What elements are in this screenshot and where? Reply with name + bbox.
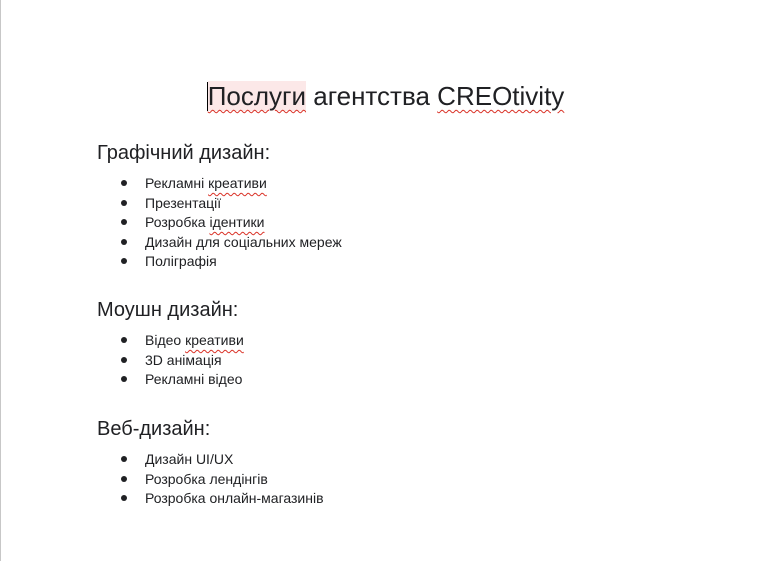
- bullet-dot-icon: [121, 495, 127, 501]
- item-text: Розробка лендінгів: [145, 470, 268, 487]
- item-flagged-word: креативи: [185, 332, 244, 348]
- bullet-dot-icon: [121, 219, 127, 225]
- section-heading: Веб-дизайн:: [97, 418, 211, 440]
- item-text: Дизайн для соціальних мереж: [145, 233, 342, 250]
- list-item: [97, 174, 342, 194]
- bullet-dot-icon: [121, 239, 127, 245]
- title-brand-word: CREOtivity: [437, 81, 565, 111]
- item-text: 3D анімація: [145, 351, 222, 368]
- bullet-dot-icon: [121, 357, 127, 363]
- bullet-dot-icon: [121, 337, 127, 343]
- list-item: [97, 489, 324, 509]
- item-text: Рекламні відео: [145, 371, 243, 387]
- section-graphic-design: [97, 140, 342, 272]
- item-text: Розробка онлайн-магазинів: [145, 490, 324, 506]
- list-item: [97, 351, 244, 371]
- section-web-design: [97, 416, 324, 509]
- bullet-dot-icon: [121, 180, 127, 186]
- list-item: [97, 213, 342, 233]
- list-item: [97, 252, 342, 272]
- list-item: [97, 370, 244, 390]
- item-text: Відео: [145, 332, 186, 348]
- bullet-dot-icon: [121, 200, 127, 206]
- title-highlighted-word: Послуги: [207, 81, 307, 111]
- list-item: [97, 331, 244, 351]
- item-text: Рекламні: [145, 175, 209, 191]
- list-item: [97, 450, 324, 470]
- document-title[interactable]: [0, 79, 771, 113]
- item-text: Розробка: [145, 214, 210, 230]
- item-text: Презентації: [145, 194, 222, 211]
- item-flagged-word: креативи: [208, 175, 267, 191]
- list-item: [97, 233, 342, 253]
- text-cursor-icon: [207, 82, 208, 111]
- bullet-list: [97, 331, 244, 390]
- bullet-dot-icon: [121, 476, 127, 482]
- title-text[interactable]: [207, 79, 565, 113]
- section-heading: Графічний дизайн:: [97, 142, 271, 164]
- item-text: Дизайн UI/UX: [145, 451, 234, 467]
- bullet-list: [97, 450, 324, 509]
- bullet-dot-icon: [121, 456, 127, 462]
- bullet-list: [97, 174, 342, 272]
- list-item: [97, 470, 324, 490]
- item-text: Поліграфія: [145, 253, 217, 269]
- bullet-dot-icon: [121, 376, 127, 382]
- item-flagged-word: ідентики: [209, 214, 265, 230]
- bullet-dot-icon: [121, 258, 127, 264]
- list-item: [97, 194, 342, 214]
- section-motion-design: [97, 297, 244, 390]
- title-middle-text: агентства: [306, 81, 438, 111]
- section-heading: Моушн дизайн:: [97, 299, 239, 321]
